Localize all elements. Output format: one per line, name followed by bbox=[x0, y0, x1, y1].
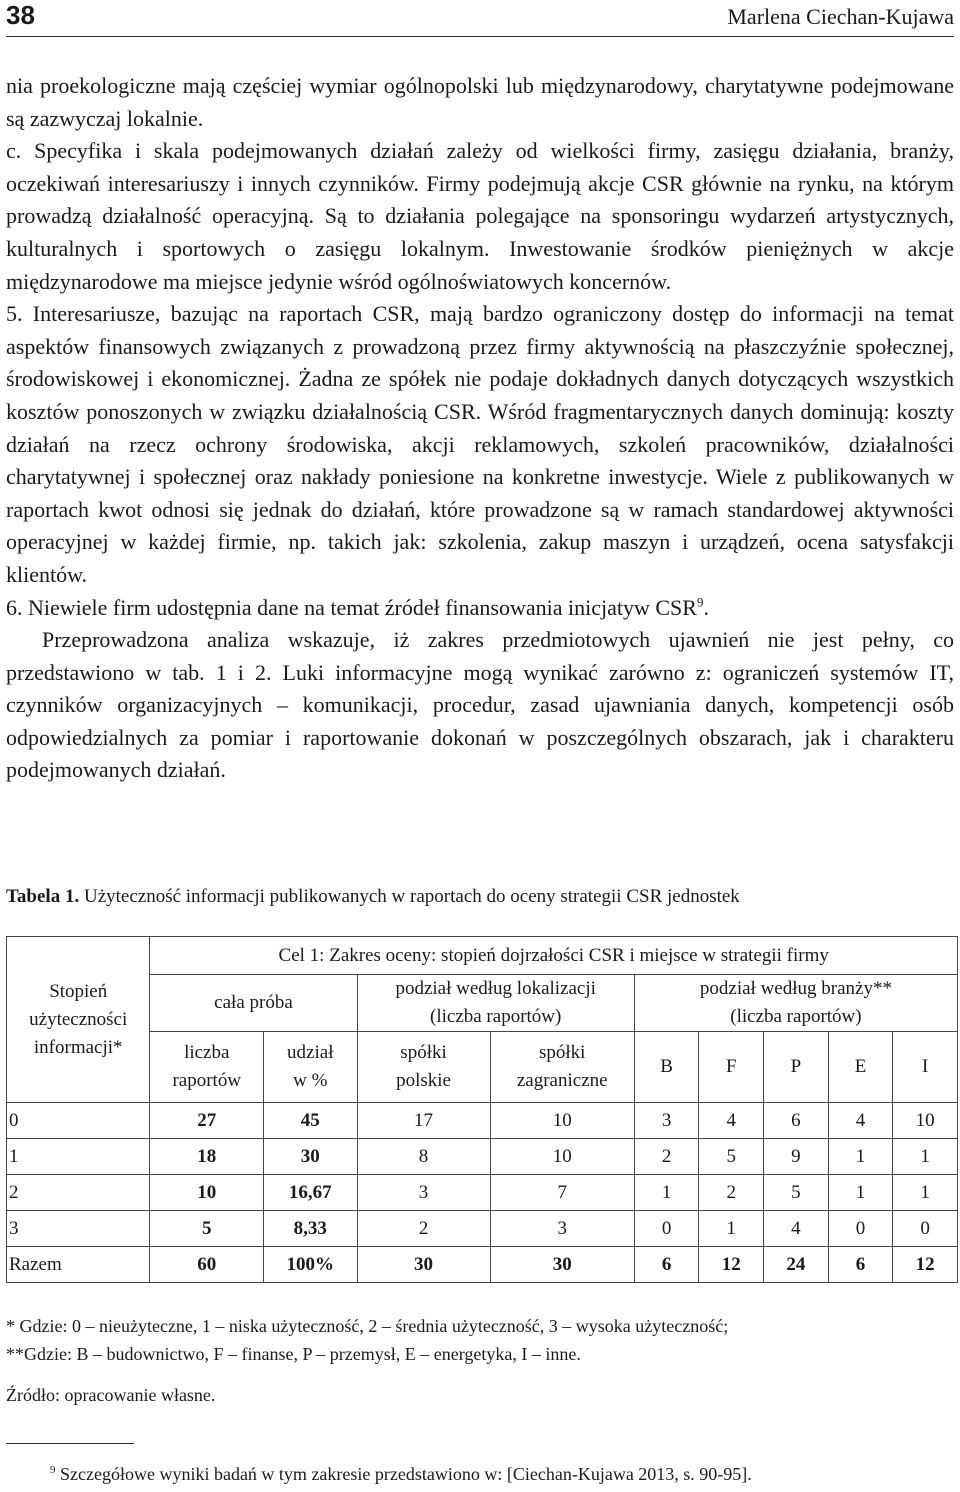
sub-header: spółki polskie bbox=[357, 1032, 490, 1103]
table-cell: 1 bbox=[7, 1139, 150, 1175]
group-header-sample: cała próba bbox=[150, 975, 357, 1032]
running-head-author: Marlena Ciechan-Kujawa bbox=[727, 4, 954, 29]
group-header-location: podział według lokalizacji (liczba raportów) bbox=[357, 975, 634, 1032]
table-cell: 1 bbox=[634, 1175, 699, 1211]
sub-header: liczba raportów bbox=[150, 1032, 264, 1103]
table-cell: 12 bbox=[699, 1247, 764, 1283]
footnote bbox=[50, 1464, 752, 1485]
page-header bbox=[6, 0, 954, 36]
sub-header: P bbox=[764, 1032, 829, 1103]
paragraph: 6. Niewiele firm udostępnia dane na temat źródeł finansowania inicjatyw CSR$^9$. bbox=[6, 594, 709, 620]
table-cell: 9 bbox=[764, 1139, 829, 1175]
table-cell: 10 bbox=[490, 1103, 634, 1139]
group-header-industry: podział według branży** (liczba raportów) bbox=[634, 975, 957, 1032]
footnote-text: Szczegółowe wyniki badań w tym zakresie przedstawiono w: [Ciechan-Kujawa 2013, s. 90-95]. bbox=[60, 1464, 752, 1484]
footnote-ref[interactable]: 9 bbox=[696, 594, 704, 610]
table-cell: 27 bbox=[150, 1103, 264, 1139]
table-cell: 4 bbox=[764, 1211, 829, 1247]
note-industry: **Gdzie: B – budownictwo, F – finanse, P – przemysł, E – energetyka, I – inne. bbox=[6, 1344, 581, 1364]
paragraph: Przeprowadzona analiza wskazuje, iż zakres przedmiotowych ujawnień nie jest pełny, co przedstawiono w tab. 1 i 2. Luki informacyjne mogą wynikać zarówno z: ograniczeń systemów IT, czynników organizacyjnych – komunikacji, procedur, zasad ujawniania danych, kompetencji osób odpowiedzialnych za pomiar i raportowanie dokonań w poszczególnych obszarach, jak i charakteru podejmowanych działań. bbox=[6, 627, 954, 783]
table-row bbox=[7, 1211, 958, 1247]
table-cell: 8 bbox=[357, 1139, 490, 1175]
paragraph: c. Specyfika i skala podejmowanych działań zależy od wielkości firmy, zasięgu działania, branży, oczekiwań interesariuszy i innych czynników. Firmy podejmują akcje CSR głównie na rynku, na którym prowadzą działalność operacyjną. Są to działania polegające na sponsoringu wydarzeń artystycznych, kulturalnych i sportowych o zasięgu lokalnym. Inwestowanie środków pieniężnych w akcje międzynarodowe ma miejsce jedynie wśród ogólnoświatowych koncernów. bbox=[6, 138, 954, 294]
table-cell: 0 bbox=[828, 1211, 892, 1247]
table-cell: 30 bbox=[490, 1247, 634, 1283]
table-cell: 4 bbox=[828, 1103, 892, 1139]
sub-header: B bbox=[634, 1032, 699, 1103]
col-header-usefulness: Stopień użyteczności informacji* bbox=[7, 937, 150, 1103]
note-usefulness: * Gdzie: 0 – nieużyteczne, 1 – niska użyteczność, 2 – średnia użyteczność, 3 – wysoka użyteczność; bbox=[6, 1316, 729, 1336]
table-caption-label: Tabela 1. bbox=[6, 886, 80, 907]
body-text bbox=[6, 70, 954, 787]
table-cell: 45 bbox=[264, 1103, 357, 1139]
table-caption-text: Użyteczność informacji publikowanych w raportach do oceny strategii CSR jednostek bbox=[83, 886, 740, 907]
table-row bbox=[7, 1175, 958, 1211]
table-cell: 16,67 bbox=[264, 1175, 357, 1211]
table-cell: 5 bbox=[699, 1139, 764, 1175]
table-cell: 3 bbox=[634, 1103, 699, 1139]
table-cell: 18 bbox=[150, 1139, 264, 1175]
table-cell: 6 bbox=[828, 1247, 892, 1283]
table-cell: 0 bbox=[7, 1103, 150, 1139]
header-rule bbox=[6, 36, 954, 37]
sub-header: E bbox=[828, 1032, 892, 1103]
goal-header: Cel 1: Zakres oceny: stopień dojrzałości CSR i miejsce w strategii firmy bbox=[150, 937, 958, 975]
sub-header: udział w % bbox=[264, 1032, 357, 1103]
table-cell: 2 bbox=[357, 1211, 490, 1247]
table-cell: 6 bbox=[764, 1103, 829, 1139]
table-cell: 17 bbox=[357, 1103, 490, 1139]
table-cell: 0 bbox=[893, 1211, 958, 1247]
table-cell: 10 bbox=[893, 1103, 958, 1139]
data-table bbox=[6, 936, 958, 1283]
table-cell: 10 bbox=[150, 1175, 264, 1211]
table-cell: 1 bbox=[828, 1175, 892, 1211]
table-cell: 5 bbox=[764, 1175, 829, 1211]
table-cell: 2 bbox=[7, 1175, 150, 1211]
table-caption bbox=[6, 886, 740, 908]
table-row bbox=[7, 1103, 958, 1139]
table-cell: 7 bbox=[490, 1175, 634, 1211]
table-cell: 5 bbox=[150, 1211, 264, 1247]
table-cell: 0 bbox=[634, 1211, 699, 1247]
table-cell: 1 bbox=[699, 1211, 764, 1247]
sub-header: spółki zagraniczne bbox=[490, 1032, 634, 1103]
table-notes bbox=[6, 1312, 728, 1368]
table-cell: 1 bbox=[893, 1175, 958, 1211]
table-cell: 12 bbox=[893, 1247, 958, 1283]
table-cell: 3 bbox=[357, 1175, 490, 1211]
table-cell: 10 bbox=[490, 1139, 634, 1175]
sub-header: F bbox=[699, 1032, 764, 1103]
table-cell: 30 bbox=[357, 1247, 490, 1283]
table-row-total bbox=[7, 1247, 958, 1283]
table-cell: 6 bbox=[634, 1247, 699, 1283]
table-cell: 60 bbox=[150, 1247, 264, 1283]
table-cell: 3 bbox=[490, 1211, 634, 1247]
table-cell: 4 bbox=[699, 1103, 764, 1139]
table-cell: 30 bbox=[264, 1139, 357, 1175]
table-row bbox=[7, 1139, 958, 1175]
table-cell: 1 bbox=[828, 1139, 892, 1175]
table-cell: 2 bbox=[634, 1139, 699, 1175]
sub-header: I bbox=[893, 1032, 958, 1103]
page-number: 38 bbox=[6, 0, 35, 30]
table-cell: 1 bbox=[893, 1139, 958, 1175]
table-cell: 3 bbox=[7, 1211, 150, 1247]
footnote-rule bbox=[6, 1443, 134, 1444]
footnote-number: 9 bbox=[50, 1464, 56, 1476]
table-source: Źródło: opracowanie własne. bbox=[6, 1385, 216, 1405]
paragraph: 5. Interesariusze, bazując na raportach CSR, mają bardzo ograniczony dostęp do informacji na temat aspektów finansowych związanych z prowadzoną przez firmy aktywnością na płaszczyźnie społecznej, środowiskowej i ekonomicznej. Żadna ze spółek nie podaje dokładnych danych dotyczących wszystkich kosztów ponoszonych w związku działalnością CSR. Wśród fragmentarycznych danych dominują: koszty działań na rzecz ochrony środowiska, akcji reklamowych, szkoleń pracowników, działalności charytatywnej i społecznej oraz nakłady poniesione na konkretne inwestycje. Wiele z publikowanych w raportach kwot odnosi się jednak do działań, które prowadzone są w ramach standardowej aktywności operacyjnej w każdej firmie, np. takich jak: szkolenia, zakup maszyn i urządzeń, ocena satysfakcji klientów. bbox=[6, 301, 954, 587]
table-cell: 8,33 bbox=[264, 1211, 357, 1247]
table-cell: Razem bbox=[7, 1247, 150, 1283]
table-cell: 100% bbox=[264, 1247, 357, 1283]
table-cell: 2 bbox=[699, 1175, 764, 1211]
paragraph: nia proekologiczne mają częściej wymiar ogólnopolski lub międzynarodowy, charytatywne podejmowane są zazwyczaj lokalnie. bbox=[6, 73, 954, 131]
table-cell: 24 bbox=[764, 1247, 829, 1283]
